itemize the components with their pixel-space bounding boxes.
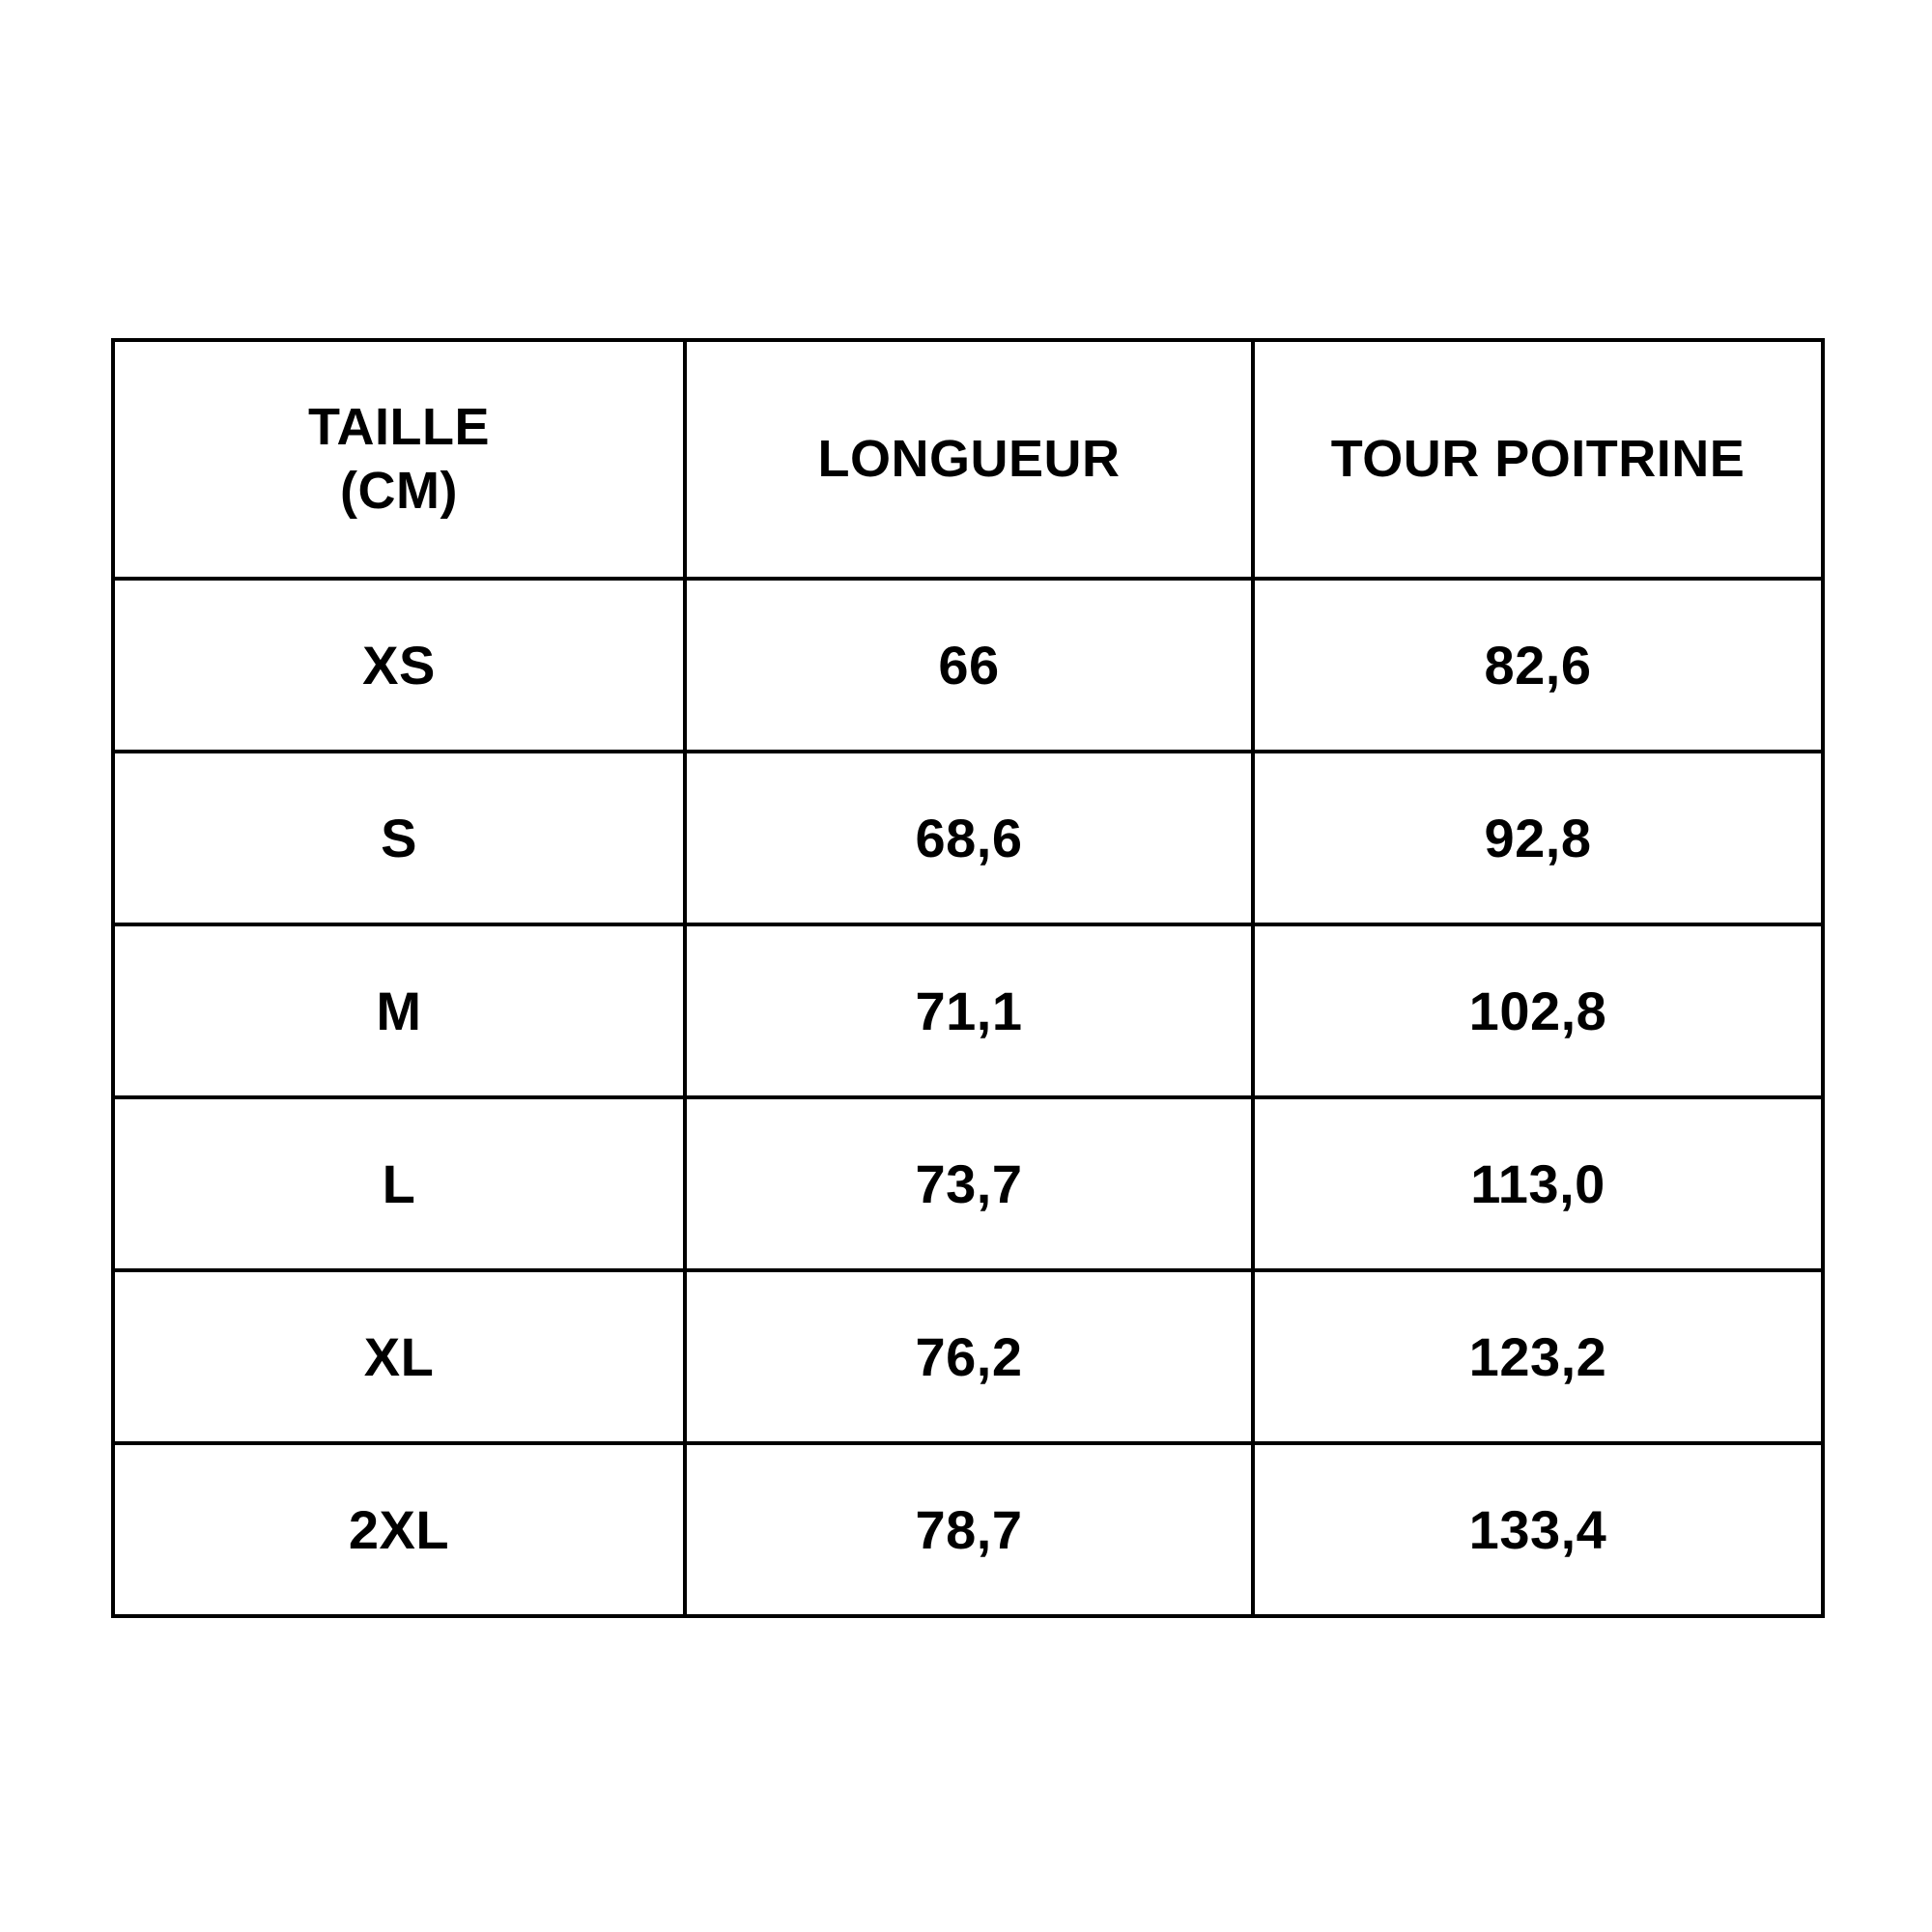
column-header-longueur-line1: LONGUEUR bbox=[817, 429, 1121, 488]
size-chart-table bbox=[111, 338, 1825, 1618]
cell-longueur: 76,2 bbox=[685, 1270, 1253, 1443]
cell-longueur: 66 bbox=[685, 579, 1253, 752]
column-header-tour-poitrine bbox=[1253, 340, 1823, 579]
cell-tour-poitrine: 133,4 bbox=[1253, 1443, 1823, 1616]
table-body bbox=[113, 579, 1823, 1616]
cell-tour-poitrine: 102,8 bbox=[1253, 924, 1823, 1097]
cell-longueur: 73,7 bbox=[685, 1097, 1253, 1270]
table-row bbox=[113, 579, 1823, 752]
cell-longueur: 78,7 bbox=[685, 1443, 1253, 1616]
column-header-longueur bbox=[685, 340, 1253, 579]
cell-tour-poitrine: 123,2 bbox=[1253, 1270, 1823, 1443]
cell-longueur: 68,6 bbox=[685, 752, 1253, 924]
size-chart-container bbox=[111, 338, 1821, 1618]
column-header-taille-line2: (CM) bbox=[340, 461, 458, 520]
column-header-tour-poitrine-line1: TOUR POITRINE bbox=[1330, 429, 1746, 488]
cell-longueur: 71,1 bbox=[685, 924, 1253, 1097]
cell-tour-poitrine: 82,6 bbox=[1253, 579, 1823, 752]
table-header-row bbox=[113, 340, 1823, 579]
table-row bbox=[113, 1270, 1823, 1443]
column-header-taille-line1: TAILLE bbox=[308, 397, 490, 456]
table-row bbox=[113, 1097, 1823, 1270]
cell-taille: M bbox=[113, 924, 685, 1097]
table-row bbox=[113, 752, 1823, 924]
cell-taille: 2XL bbox=[113, 1443, 685, 1616]
cell-tour-poitrine: 113,0 bbox=[1253, 1097, 1823, 1270]
cell-taille: XS bbox=[113, 579, 685, 752]
table-header bbox=[113, 340, 1823, 579]
column-header-taille bbox=[113, 340, 685, 579]
cell-taille: XL bbox=[113, 1270, 685, 1443]
cell-taille: S bbox=[113, 752, 685, 924]
cell-tour-poitrine: 92,8 bbox=[1253, 752, 1823, 924]
cell-taille: L bbox=[113, 1097, 685, 1270]
table-row bbox=[113, 924, 1823, 1097]
table-row bbox=[113, 1443, 1823, 1616]
